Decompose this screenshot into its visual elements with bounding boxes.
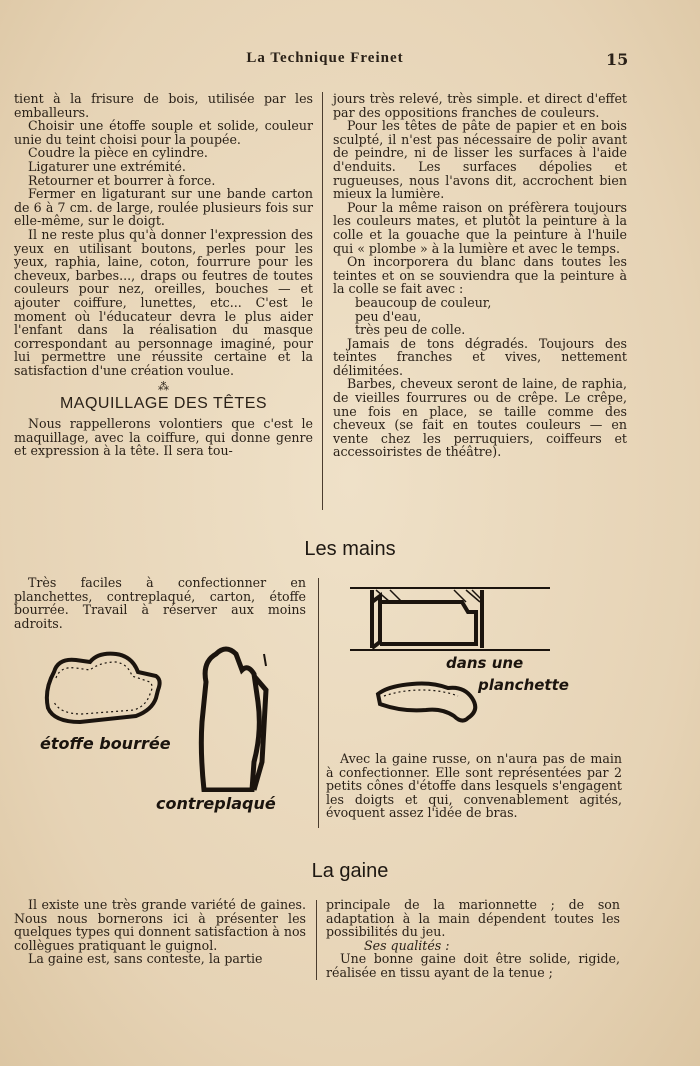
section-title-la-gaine: La gaine — [311, 860, 389, 882]
caption-dans-une: dans une — [446, 654, 524, 672]
paragraph: Barbes, cheveux seront de laine, de raphia, de vieilles fourrures ou de crêpe. Le crêpe, une fois en place, se taille comme des cheveux (se fait en toutes couleurs — en vente chez les perruquiers, coiffeurs et accessoiristes de théâtre). — [333, 376, 627, 460]
les-mains-left-text — [14, 576, 306, 630]
paragraph: Choisir une étoffe souple et solide, couleur unie du teint choisi pour la poupée. — [14, 118, 313, 147]
paragraph: Ligaturer une extrémité. — [28, 158, 186, 174]
paragraph: Avec la gaine russe, on n'aura pas de main à confectionner. Elle sont représentées par 2 petits cônes d'étoffe dans lesquels s'engagent les doigts et qui, convenablement agités, évoquent assez l'idée de bras. — [326, 751, 622, 821]
header-title: La Technique Freinet — [246, 50, 404, 66]
la-gaine-left-text — [14, 898, 306, 966]
planchette-drawing — [350, 582, 560, 662]
stuffed-arm-drawing — [372, 676, 492, 726]
les-mains-right-text — [326, 752, 622, 820]
list-item: beaucoup de couleur, — [355, 294, 492, 310]
paragraph: Il existe une très grande variété de gaines. Nous nous bornerons ici à présenter les quelques types qui donnent satisfaction à nos collègues pratiquant le guignol. — [14, 897, 306, 953]
stuffed-hand-drawing — [40, 650, 170, 730]
paragraph: Très faciles à confectionner en planchettes, contreplaqué, carton, étoffe bourrée. Travail à réserver aux moins adroits. — [14, 575, 306, 631]
section-heading: MAQUILLAGE DES TÊTES — [59, 395, 268, 413]
paragraph: principale de la marionnette ; de son adaptation à la main dépendent toutes les possibilités du jeu. — [326, 897, 620, 940]
list-item: très peu de colle. — [355, 322, 466, 338]
column-divider — [318, 578, 319, 828]
paragraph: Pour les têtes de pâte de papier et en bois sculpté, il n'est pas nécessaire de polir avant de peindre, ni de lisser les surfaces à l'aide d'enduits. Les surfaces dépolies et rugueuses, nous l'avons dit, accrochent bien mieux la lumière. — [333, 118, 627, 202]
paragraph: jours très relevé, très simple. et direct d'effet par des oppositions franches de couleurs. — [333, 91, 627, 120]
la-gaine-right-text — [326, 898, 620, 980]
caption-etoffe-bourree: étoffe bourrée — [40, 734, 171, 753]
column-divider — [322, 92, 323, 510]
section-separator: ⁂ — [158, 380, 169, 394]
paragraph: Il ne reste plus qu'à donner l'expression des yeux en utilisant boutons, perles pour les yeux, raphia, laine, coton, fourrure pour les cheveux, barbes..., draps ou feutres de toutes couleurs pour nez, oreilles, bouches — et ajouter coiffure, lunettes, etc... C'est le moment où l'éducateur devra le plus aider l'enfant dans la réalisation du masque correspondant au personnage imaginé, pour lui permettre une réussite certaine et la satisfaction d'une création voulue. — [14, 226, 313, 378]
caption-planchette: planchette — [478, 676, 569, 694]
top-right-column — [333, 92, 627, 459]
paragraph: La gaine est, sans conteste, la partie — [28, 951, 263, 967]
plywood-hand-drawing — [192, 642, 272, 792]
top-left-column — [14, 92, 313, 458]
paragraph: On incorporera du blanc dans toutes les teintes et on se souviendra que la peinture à la colle se fait avec : — [333, 254, 627, 297]
paragraph: Coudre la pièce en cylindre. — [28, 145, 208, 161]
column-divider — [316, 900, 317, 980]
page-number: 15 — [606, 50, 629, 69]
section-title-les-mains: Les mains — [304, 538, 396, 560]
paragraph: Jamais de tons dégradés. Toujours des teintes franches et vives, nettement délimitées. — [333, 335, 627, 378]
paragraph: Pour la même raison on préfèrera toujours les couleurs mates, et plutôt la peinture à la colle et la gouache que la peinture à l'huile qui « plombe » à la lumière et avec le temps. — [333, 199, 627, 256]
paragraph: Retourner et bourrer à force. — [28, 172, 216, 188]
list-item: peu d'eau, — [355, 308, 422, 324]
paragraph: Une bonne gaine doit être solide, rigide, réalisée en tissu ayant de la tenue ; — [326, 951, 620, 980]
qualities-label: Ses qualités : — [364, 937, 450, 953]
paragraph: Nous rappellerons volontiers que c'est le maquillage, avec la coiffure, qui donne genre et expression à la tête. Il sera tou- — [14, 416, 313, 459]
paragraph: Fermer en ligaturant sur une bande carton de 6 à 7 cm. de large, roulée plusieurs fois sur elle-même, sur le doigt. — [14, 186, 313, 229]
paragraph: tient à la frisure de bois, utilisée par les emballeurs. — [14, 91, 313, 120]
caption-contreplaque: contreplaqué — [156, 794, 276, 813]
